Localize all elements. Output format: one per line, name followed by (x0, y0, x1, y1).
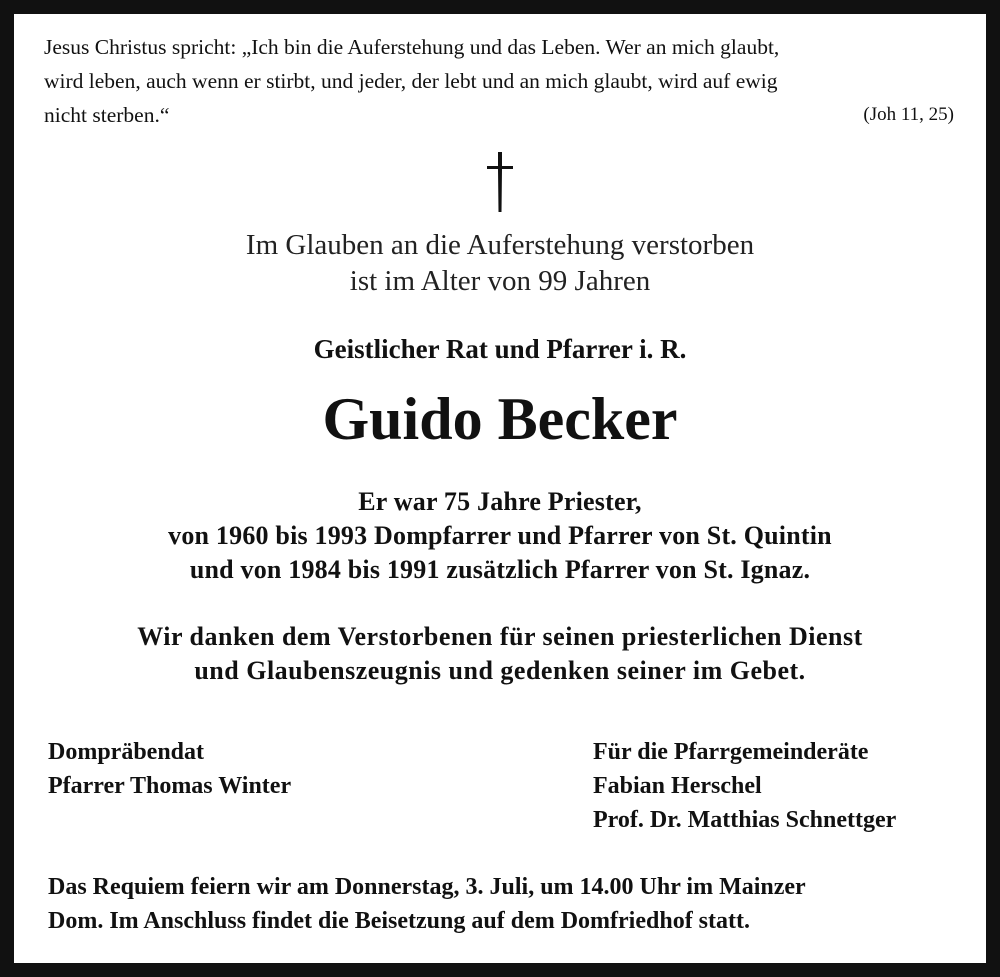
quote-reference: (Joh 11, 25) (863, 104, 954, 125)
thanks-line: Wir danken dem Verstorbenen für seinen priesterlichen Dienst (137, 622, 863, 651)
signature-line: Fabian Herschel (593, 773, 762, 799)
thanks-line: und Glaubenszeugnis und gedenken seiner im Gebet. (194, 656, 806, 685)
intro-line: Im Glauben an die Auferstehung verstorben (245, 229, 755, 261)
biography-line: Er war 75 Jahre Priester, (358, 487, 642, 516)
intro-text (0, 227, 1000, 299)
signature-line: Dompräbendat (48, 739, 205, 765)
bible-quote (44, 30, 956, 132)
signature-line: Für die Pfarrgemeinderäte (593, 739, 869, 765)
requiem-line: Dom. Im Anschluss findet die Beisetzung auf dem Domfriedhof statt. (48, 908, 750, 934)
signature-line: Pfarrer Thomas Winter (48, 773, 292, 799)
requiem-notice (48, 870, 952, 938)
thanks-text (0, 620, 1000, 688)
intro-line: ist im Alter von 99 Jahren (349, 265, 651, 297)
biography-line: und von 1984 bis 1991 zusätzlich Pfarrer von St. Ignaz. (189, 555, 811, 584)
cross-icon (480, 150, 520, 214)
quote-line: Jesus Christus spricht: „Ich bin die Auferstehung und das Leben. Wer an mich glaubt, (44, 35, 780, 59)
biography-line: von 1960 bis 1993 Dompfarrer und Pfarrer von St. Quintin (168, 521, 832, 550)
biography (0, 485, 1000, 587)
deceased-name: Guido Becker (322, 386, 678, 452)
signature-left (48, 735, 291, 803)
signature-line: Prof. Dr. Matthias Schnettger (593, 807, 897, 833)
deceased-title: Geistlicher Rat und Pfarrer i. R. (313, 334, 687, 364)
signature-right (593, 735, 896, 837)
quote-line: nicht sterben.“ (44, 103, 170, 127)
quote-line: wird leben, auch wenn er stirbt, und jeder, der lebt und an mich glaubt, wird auf ewig (44, 69, 778, 93)
requiem-line: Das Requiem feiern wir am Donnerstag, 3. Juli, um 14.00 Uhr im Mainzer (48, 874, 806, 900)
